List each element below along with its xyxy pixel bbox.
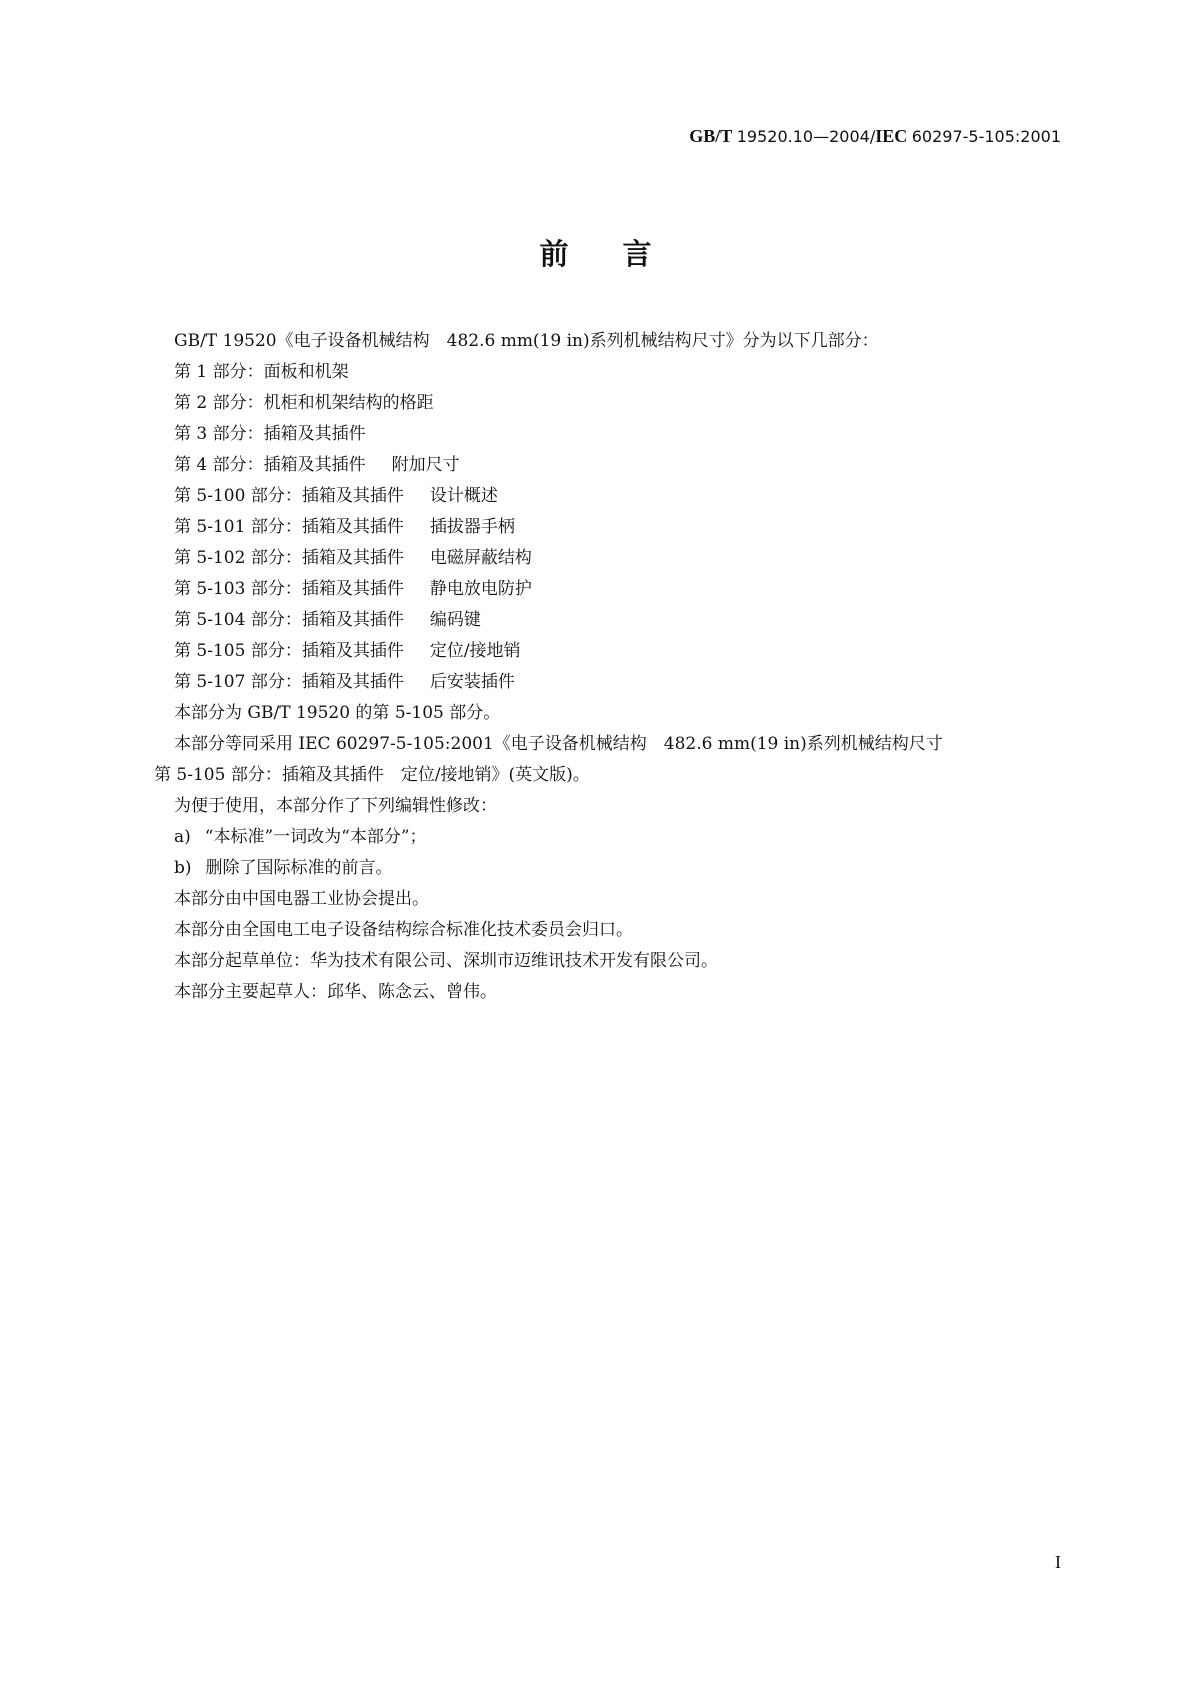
part-label: 第 5-103 部分：插箱及其插件 [174,579,404,599]
part-label: 第 5-105 部分：插箱及其插件 [174,641,404,661]
std-prefix: GB/T [689,126,733,146]
adoption-line-2: 第 5-105 部分：插箱及其插件 定位/接地销》(英文版)。 [154,765,590,785]
part-label: 第 5-101 部分：插箱及其插件 [174,517,404,537]
part-item [154,636,1064,667]
standard-code-header [689,126,1061,147]
edit-marker: a) [174,827,191,847]
part-label: 第 5-102 部分：插箱及其插件 [174,548,404,568]
part-item [154,667,1064,698]
part-topic: 后安装插件 [429,672,515,692]
part-label: 第 3 部分：插箱及其插件 [174,424,366,444]
part-item [154,543,1064,574]
part-label: 第 5-100 部分：插箱及其插件 [174,486,404,506]
edit-text: 删除了国际标准的前言。 [205,858,393,878]
edit-marker: b) [174,858,192,878]
part-label: 第 4 部分：插箱及其插件 [174,455,366,475]
proposer-statement: 本部分由中国电器工业协会提出。 [174,889,429,909]
part-item [154,419,1064,450]
part-topic: 电磁屏蔽结构 [429,548,532,568]
part-topic: 设计概述 [429,486,498,506]
page-title: 前言 [539,237,706,271]
std-number: 19520.10—2004/ [736,127,876,146]
committee-statement: 本部分由全国电工电子设备结构综合标准化技术委员会归口。 [174,920,633,940]
intro-paragraph: GB/T 19520《电子设备机械结构 482.6 mm(19 in)系列机械结构尺寸》分为以下几部分： [174,331,879,351]
part-item [154,450,1064,481]
part-topic: 定位/接地销 [429,641,521,661]
part-item [154,512,1064,543]
part-label: 第 5-104 部分：插箱及其插件 [174,610,404,630]
part-item [154,481,1064,512]
part-item [154,605,1064,636]
adoption-paragraph [154,729,1064,791]
page-number: I [1055,1552,1061,1572]
part-item [154,357,1064,388]
part-label: 第 2 部分：机柜和机架结构的格距 [174,393,434,413]
iec-number: 60297-5-105:2001 [911,127,1061,146]
part-statement: 本部分为 GB/T 19520 的第 5-105 部分。 [174,703,501,723]
parts-list [154,357,1064,698]
part-item [154,388,1064,419]
edit-item [154,822,1064,853]
part-topic: 插拔器手柄 [429,517,515,537]
edits-intro: 为便于使用，本部分作了下列编辑性修改： [174,796,497,816]
iec-prefix: IEC [875,126,908,146]
part-topic: 编码键 [429,610,481,630]
part-topic: 静电放电防护 [429,579,532,599]
drafting-units: 本部分起草单位：华为技术有限公司、深圳市迈维讯技术开发有限公司。 [174,951,718,971]
drafters: 本部分主要起草人：邱华、陈念云、曾伟。 [174,982,497,1002]
edit-text: “本标准”一词改为“本部分”； [204,827,427,847]
part-label: 第 1 部分：面板和机架 [174,362,349,382]
adoption-line-1: 本部分等同采用 IEC 60297-5-105:2001《电子设备机械结构 482.6 mm(19 in)系列机械结构尺寸 [174,734,943,754]
foreword-body [154,326,1064,1008]
part-item [154,574,1064,605]
part-label: 第 5-107 部分：插箱及其插件 [174,672,404,692]
edit-item [154,853,1064,884]
part-topic: 附加尺寸 [391,455,460,475]
